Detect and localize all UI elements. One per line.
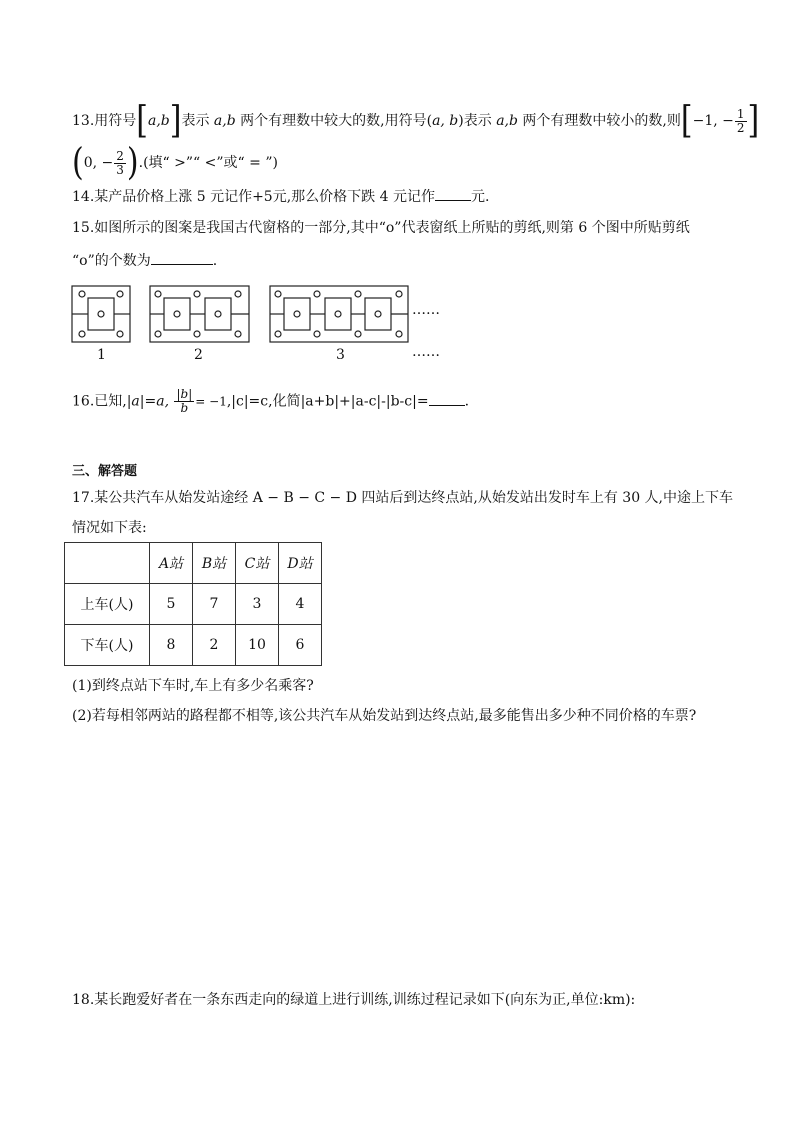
q14-line bbox=[72, 186, 489, 207]
q13-line2 bbox=[72, 140, 278, 185]
q14-tail: 元. bbox=[470, 189, 490, 205]
fraction bbox=[174, 388, 194, 415]
answer-blank[interactable] bbox=[435, 186, 471, 201]
table-cell: 2 bbox=[193, 625, 236, 666]
q14-text: 14.某产品价格上涨 5 元记作+5元,那么价格下跌 4 元记作 bbox=[72, 189, 435, 205]
fraction-num: |b| bbox=[176, 387, 193, 401]
table-cell: 10 bbox=[236, 625, 279, 666]
table-row bbox=[65, 543, 322, 584]
table-header: A站 bbox=[150, 543, 193, 584]
q17-sub1: (1)到终点站下车时,车上有多少名乘客? bbox=[72, 678, 314, 694]
q13-text: 两个有理数中较大的数,用符号 bbox=[240, 113, 427, 129]
bracket-left: [ bbox=[680, 98, 693, 143]
bracket-right: ] bbox=[747, 98, 760, 143]
fraction-den: 3 bbox=[116, 162, 124, 177]
table-header: D站 bbox=[279, 543, 322, 584]
fraction bbox=[114, 150, 126, 177]
figure-1 bbox=[72, 286, 130, 342]
table-header: B站 bbox=[193, 543, 236, 584]
q16-text: 16.已知, bbox=[72, 393, 127, 410]
q13-expr1: −1, − bbox=[692, 113, 734, 129]
answer-blank[interactable] bbox=[151, 250, 213, 265]
fraction-den: 2 bbox=[736, 120, 745, 135]
q13-bracket-symbol: a,b bbox=[147, 113, 170, 129]
bracket-left: [ bbox=[136, 98, 148, 143]
q17-line1: 17.某公共汽车从始发站途经 A − B − C − D 四站后到达终点站,从始发站出发时车上有 30 人,中途上下车 bbox=[72, 490, 734, 506]
q18-line: 18.某长跑爱好者在一条东西走向的绿道上进行训练,训练过程记录如下(向东为正,单位:km): bbox=[72, 992, 636, 1008]
paren-left: ( bbox=[72, 140, 84, 185]
q16-line bbox=[72, 388, 469, 415]
fraction-num: 1 bbox=[736, 106, 745, 121]
q15-tail: . bbox=[212, 253, 218, 269]
q17-sub2: (2)若每相邻两站的路程都不相等,该公共汽车从始发站到达终点站,最多能售出多少种不同价格的车票? bbox=[72, 708, 697, 724]
table-cell: 6 bbox=[279, 625, 322, 666]
window-lattice-figure bbox=[60, 280, 460, 370]
q13-line1 bbox=[72, 98, 760, 143]
q17-line2: 情况如下表: bbox=[72, 520, 147, 536]
table-cell: 7 bbox=[193, 584, 236, 625]
q13-paren-symbol: a, b bbox=[432, 113, 459, 129]
fraction-num: 2 bbox=[116, 148, 124, 163]
q16-text: ,|c|=c,化简|a+b|+|a-c|-|b-c|= bbox=[226, 393, 429, 410]
paren-right: ) bbox=[126, 140, 139, 185]
paren-symbol: (a, b) bbox=[426, 113, 464, 129]
figure-3 bbox=[270, 286, 408, 342]
q13-expr2: 0, − bbox=[83, 155, 114, 171]
table-cell: 8 bbox=[150, 625, 193, 666]
q16-tail: . bbox=[464, 393, 470, 410]
q15-line1: 15.如图所示的图案是我国古代窗格的一部分,其中“o”代表窗纸上所贴的剪纸,则第 6 个图中所贴剪纸 bbox=[72, 220, 690, 236]
figure-label-1: 1 bbox=[97, 347, 106, 363]
q13-text: 13.用符号 bbox=[72, 113, 137, 129]
bracket-right: ] bbox=[169, 98, 182, 143]
figure-label-3: 3 bbox=[336, 347, 345, 363]
table-cell: 上车(人) bbox=[65, 584, 150, 625]
figure-2 bbox=[150, 286, 249, 342]
q13-tail: .(填“ >”“ <”或“ = ”) bbox=[138, 155, 278, 171]
fraction-den: b bbox=[180, 401, 189, 415]
q16-frac-rhs: = −1 bbox=[195, 394, 227, 409]
table-cell: 5 bbox=[150, 584, 193, 625]
q13-text: 表示 bbox=[181, 113, 210, 129]
table-cell bbox=[65, 543, 150, 584]
answer-blank[interactable] bbox=[429, 391, 465, 406]
section-title: 三、解答题 bbox=[72, 464, 138, 479]
fraction bbox=[735, 108, 747, 135]
q16-abs-a: |a|=a, bbox=[126, 393, 170, 410]
table-header: C站 bbox=[236, 543, 279, 584]
q15-line2 bbox=[72, 250, 217, 271]
q13-text: 两个有理数中较小的数,则 bbox=[522, 113, 681, 129]
table-cell: 3 bbox=[236, 584, 279, 625]
table-cell: 下车(人) bbox=[65, 625, 150, 666]
table-row bbox=[65, 584, 322, 625]
table-cell: 4 bbox=[279, 584, 322, 625]
figure-label-2: 2 bbox=[194, 347, 203, 363]
ellipsis: …… bbox=[412, 302, 440, 318]
bus-table bbox=[64, 542, 322, 666]
ellipsis: …… bbox=[412, 344, 440, 360]
q15-text: “o”的个数为 bbox=[72, 253, 151, 269]
q13-ab: a,b bbox=[496, 113, 518, 129]
q13-ab: a,b bbox=[213, 113, 236, 129]
q13-text: 表示 bbox=[463, 113, 492, 129]
table-row bbox=[65, 625, 322, 666]
